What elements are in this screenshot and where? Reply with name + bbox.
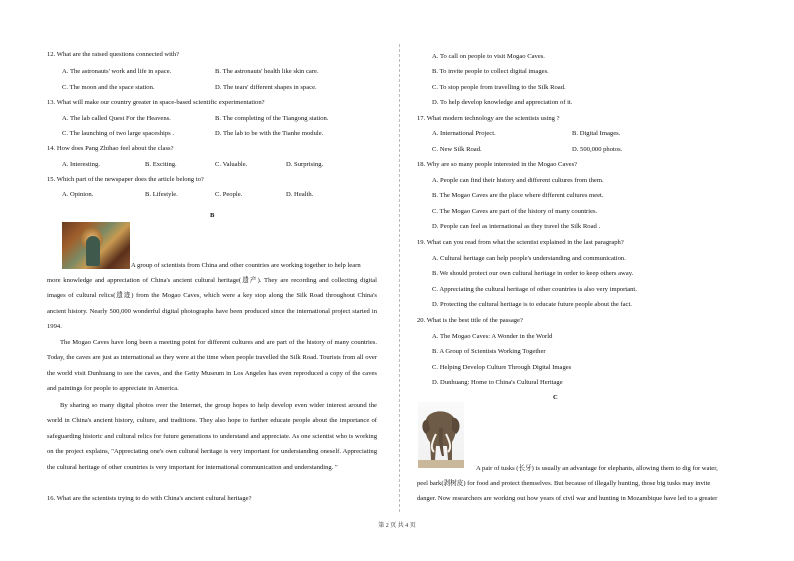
q14-option-a: A. Interesting. [62,161,100,168]
q18-option-a: A. People can find their history and different cultures from them. [432,177,604,184]
column-divider [399,44,400,512]
q12-option-d: D. The tears' different shapes in space. [215,84,317,91]
q14-stem: 14. How does Pang Zhihao feel about the class? [47,145,174,152]
passage-b-paragraph-3: By sharing so many digital photos over the Internet, the group hopes to help develop even wider interest around the world in China's ancient history, culture, and traditions. They also hope to further educate people about the importance of safeguarding historic and cultural relics for future generations to understand and appreciate. As one scientist who is working on the project explains, "Appreciating one's own cultural heritage is very important for understanding oneself. Appreciating the cultural heritage of other countries is very important for international communication and understanding. " [47,402,377,471]
q16-option-d: D. To help develop knowledge and appreciation of it. [432,99,573,106]
q18-stem: 18. Why are so many people interested in the Mogao Caves? [417,161,578,168]
page-footer: 第 2 页 共 4 页 [378,523,416,529]
section-c-heading: C [553,394,558,401]
q16-option-c: C. To stop people from travelling to the Silk Road. [432,84,566,91]
q19-option-b: B. We should protect our own cultural heritage in order to keep others away. [432,270,634,277]
q19-stem: 19. What can you read from what the scientist explained in the last paragraph? [417,239,624,246]
q13-option-c: C. The launching of two large spaceships . [62,130,175,137]
q13-option-a: A. The lab called Quest For the Heavens. [62,115,171,122]
q15-option-a: A. Opinion. [62,191,94,198]
section-b-heading: B [210,212,215,219]
passage-c-line-1: A pair of tusks (长牙) is usually an advantage for elephants, allowing them to dig for water, [476,465,718,472]
passage-c-line-2: peel bark(剥树皮) for food and protect themselves. But because of illegally hunting, those big tusks may invite [417,480,711,487]
q12-stem: 12. What are the raised questions connected with? [47,51,180,58]
q18-option-b: B. The Mogao Caves are the place where different cultures meet. [432,192,604,199]
q12-option-b: B. The astronauts' health like skin care. [215,68,319,75]
dunhuang-mural-image [62,222,130,269]
passage-b-paragraph-1: more knowledge and appreciation of China's ancient cultural heritage(遗产). They are recording and collecting digital images of cultural relics(遗迹) from the Mogao Caves, which were a key stop along the Silk Road throughout China's ancient history. Nearly 500,000 wonderful digital photographs have been produced since the international project started in 1994. [47,277,377,331]
q18-option-c: C. The Mogao Caves are part of the history of many countries. [432,208,598,215]
q15-stem: 15. Which part of the newspaper does the article belong to? [47,176,204,183]
q17-option-d: D. 500,000 photos. [572,146,623,153]
q17-option-a: A. International Project. [432,130,496,137]
passage-c-line-3: danger. Now researchers are working out how years of civil war and hunting in Mozambique have led to a greater [417,495,718,502]
q20-option-d: D. Dunhuang: Home to China's Cultural Heritage [432,379,563,386]
passage-b-paragraph-2: The Mogao Caves have long been a meeting point for different cultures and are part of the history of many countries. Today, the caves are just as international as they were at the time when people travelled the Silk Road. Tourists from all over the world visit Dunhuang to see the caves, and the Getty Museum in Los Angeles has even reproduced a copy of the caves and paintings for people to appreciate in America. [47,339,377,393]
q19-option-d: D. Protecting the cultural heritage is to educate future people about the fact. [432,301,632,308]
q20-option-c: C. Helping Develop Culture Through Digital Images [432,364,572,371]
q15-option-b: B. Lifestyle. [145,191,178,198]
q19-option-c: C. Appreciating the cultural heritage of other countries is also very important. [432,286,637,293]
q17-stem: 17. What modern technology are the scientists using ? [417,115,560,122]
passage-b-first-line: A group of scientists from China and other countries are working together to help learn [131,262,361,269]
elephant-image [418,402,464,468]
q13-option-b: B. The completing of the Tiangong station. [215,115,329,122]
q14-option-c: C. Valuable. [215,161,248,168]
mural-figure [86,236,100,266]
q12-option-a: A. The astronauts' work and life in space. [62,68,172,75]
q16-option-b: B. To invite people to collect digital images. [432,68,549,75]
q17-option-b: B. Digital Images. [572,130,621,137]
q13-option-d: D. The lab to be with the Tianhe module. [215,130,324,137]
q20-option-b: B. A Group of Scientists Working Together [432,348,546,355]
q17-option-c: C. New Silk Road. [432,146,482,153]
q14-option-d: D. Surprising. [286,161,324,168]
q19-option-a: A. Cultural heritage can help people's understanding and communication. [432,255,626,262]
elephant-drawing [418,402,464,468]
q20-option-a: A. The Mogao Caves: A Wonder in the World [432,333,553,340]
q16-option-a: A. To call on people to visit Mogao Caves. [432,53,545,60]
q15-option-d: D. Health. [286,191,314,198]
q16-stem: 16. What are the scientists trying to do with China's ancient cultural heritage? [47,495,252,502]
q20-stem: 20. What is the best title of the passage? [417,317,523,324]
q18-option-d: D. People can feel as international as they travel the Silk Road . [432,223,601,230]
q14-option-b: B. Exciting. [145,161,177,168]
q12-option-c: C. The moon and the space station. [62,84,155,91]
q13-stem: 13. What will make our country greater in space-based scientific experimentation? [47,99,265,106]
q15-option-c: C. People. [215,191,243,198]
